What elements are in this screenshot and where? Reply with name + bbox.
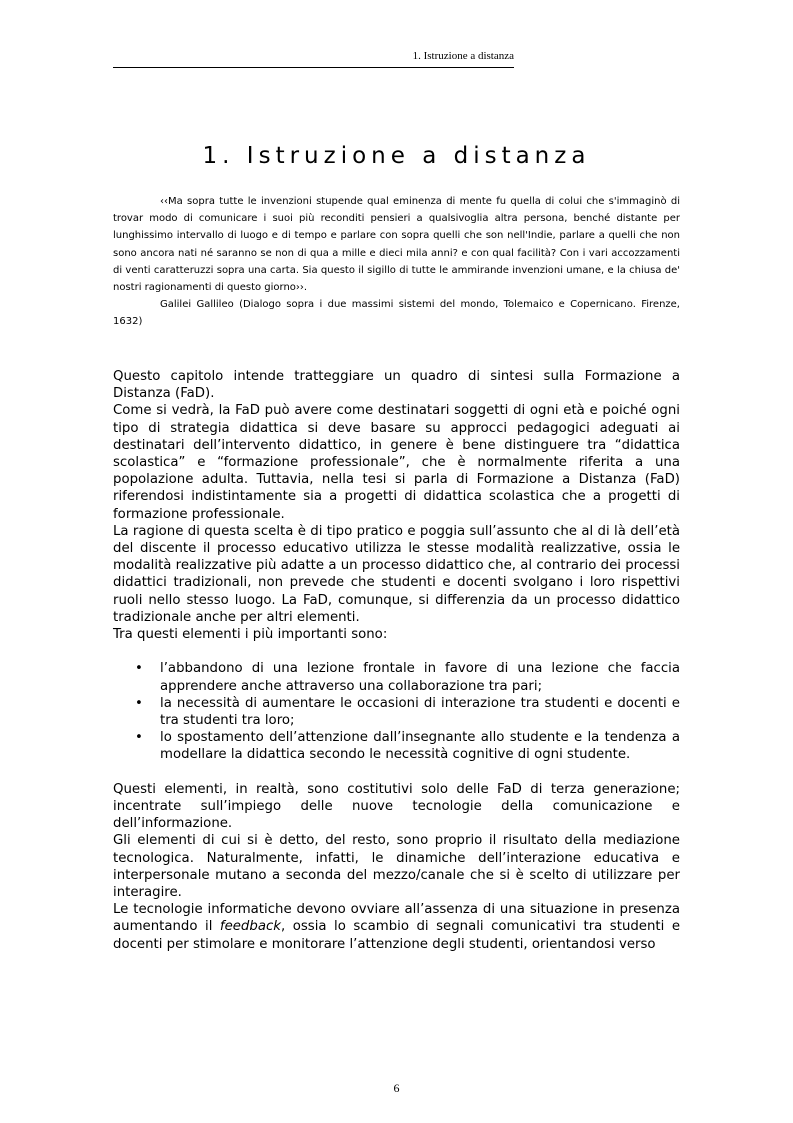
list-item-text: l’abbandono di una lezione frontale in favore di una lezione che faccia apprendere anche attraverso una collaborazione tra pari; bbox=[160, 661, 680, 694]
bullet-icon: • bbox=[135, 730, 143, 746]
list-item bbox=[113, 695, 680, 729]
paragraph-3: La ragione di questa scelta è di tipo pratico e poggia sull’assunto che al di là dell’età del discente il processo educativo utilizza le stesse modalità realizzative, ossia le modalità realizzative più adatte a un processo didattico che, al contrario dei processi didattici tradizionali, non prevede che studenti e docenti svolgano i loro rispettivi ruoli nello stesso luogo. La FaD, comunque, si differenzia da un processo didattico tradizionale anche per altri elementi. bbox=[113, 523, 680, 625]
paragraph-4: Tra questi elementi i più importanti sono: bbox=[113, 627, 388, 643]
epigraph bbox=[113, 193, 680, 331]
list-item-text: la necessità di aumentare le occasioni di interazione tra studenti e docenti e tra studenti tra loro; bbox=[160, 695, 680, 729]
epigraph-attribution: Galilei Gallileo (Dialogo sopra i due massimi sistemi del mondo, Tolemaico e Copernicano. Firenze, 1632) bbox=[113, 299, 680, 328]
bullet-icon: • bbox=[135, 695, 143, 711]
paragraph-5: Questi elementi, in realtà, sono costitutivi solo delle FaD di terza generazione; incentrate sull’impiego delle nuove tecnologie della comunicazione e dell’informazione. bbox=[113, 781, 680, 832]
list-item-text: lo spostamento dell’attenzione dall’insegnante allo studente e la tendenza a modellare la didattica secondo le necessità cognitive di ogni studente. bbox=[160, 730, 680, 763]
paragraph-2: Come si vedrà, la FaD può avere come destinatari soggetti di ogni età e poiché ogni tipo di strategia didattica si deve basare su approcci pedagogici adeguati ai destinatari dell’intervento didattico, in genere è bene distinguere tra “didattica scolastica” e “formazione professionale”, che è normalmente riferita a una popolazione adulta. Tuttavia, nella tesi si parla di Formazione a Distanza (FaD) riferendosi indistintamente sia a progetti di didattica scolastica che a progetti di formazione professionale. bbox=[113, 403, 680, 522]
body-text bbox=[113, 368, 680, 953]
epigraph-quote: ‹‹Ma sopra tutte le invenzioni stupende qual eminenza di mente fu quella di colui che s'immaginò di trovar modo di comunicare i suoi più reconditi pensieri a qualsivoglia altra persona, benché distante per lunghissimo intervallo di luogo e di tempo e parlare con sopra quelli che son nell'Indie, parlare a quelli che non sono ancora nati né saranno se non di qua a mille e dieci mila anni? e con qual facilità? Con i vari accozzamenti di venti caratteruzzi sopra una carta. Sia questo il sigillo di tutte le ammirande invenzioni umane, e la chiusa de' nostri ragionamenti di questo giorno››. bbox=[113, 196, 680, 294]
paragraph-6: Gli elementi di cui si è detto, del resto, sono proprio il risultato della mediazione tecnologica. Naturalmente, infatti, le dinamiche dell’interazione educativa e interpersonale mutano a seconda del mezzo/canale che si è scelto di utilizzare per interagire. bbox=[113, 833, 680, 901]
running-head: 1. Istruzione a distanza bbox=[412, 50, 514, 62]
chapter-title: 1. Istruzione a distanza bbox=[202, 143, 591, 169]
list-item bbox=[113, 660, 680, 694]
header-rule bbox=[113, 67, 514, 68]
paragraph-7-end: , ossia lo scambio di segnali comunicativi tra studenti e docenti per stimolare e monitorare l’attenzione degli studenti, orientandosi verso bbox=[113, 919, 680, 952]
paragraph-7-start: Le tecnologie informatiche devono ovviare all’assenza di una situazione in presenza aumentando il bbox=[113, 902, 680, 935]
bullet-icon: • bbox=[135, 661, 143, 677]
feedback-term: feedback bbox=[219, 919, 281, 935]
list-item bbox=[113, 729, 680, 763]
paragraph-7 bbox=[113, 901, 680, 953]
paragraph-1: Questo capitolo intende tratteggiare un quadro di sintesi sulla Formazione a Distanza (FaD). bbox=[113, 369, 680, 402]
bullet-list bbox=[113, 660, 680, 763]
page-number: 6 bbox=[393, 1081, 400, 1095]
